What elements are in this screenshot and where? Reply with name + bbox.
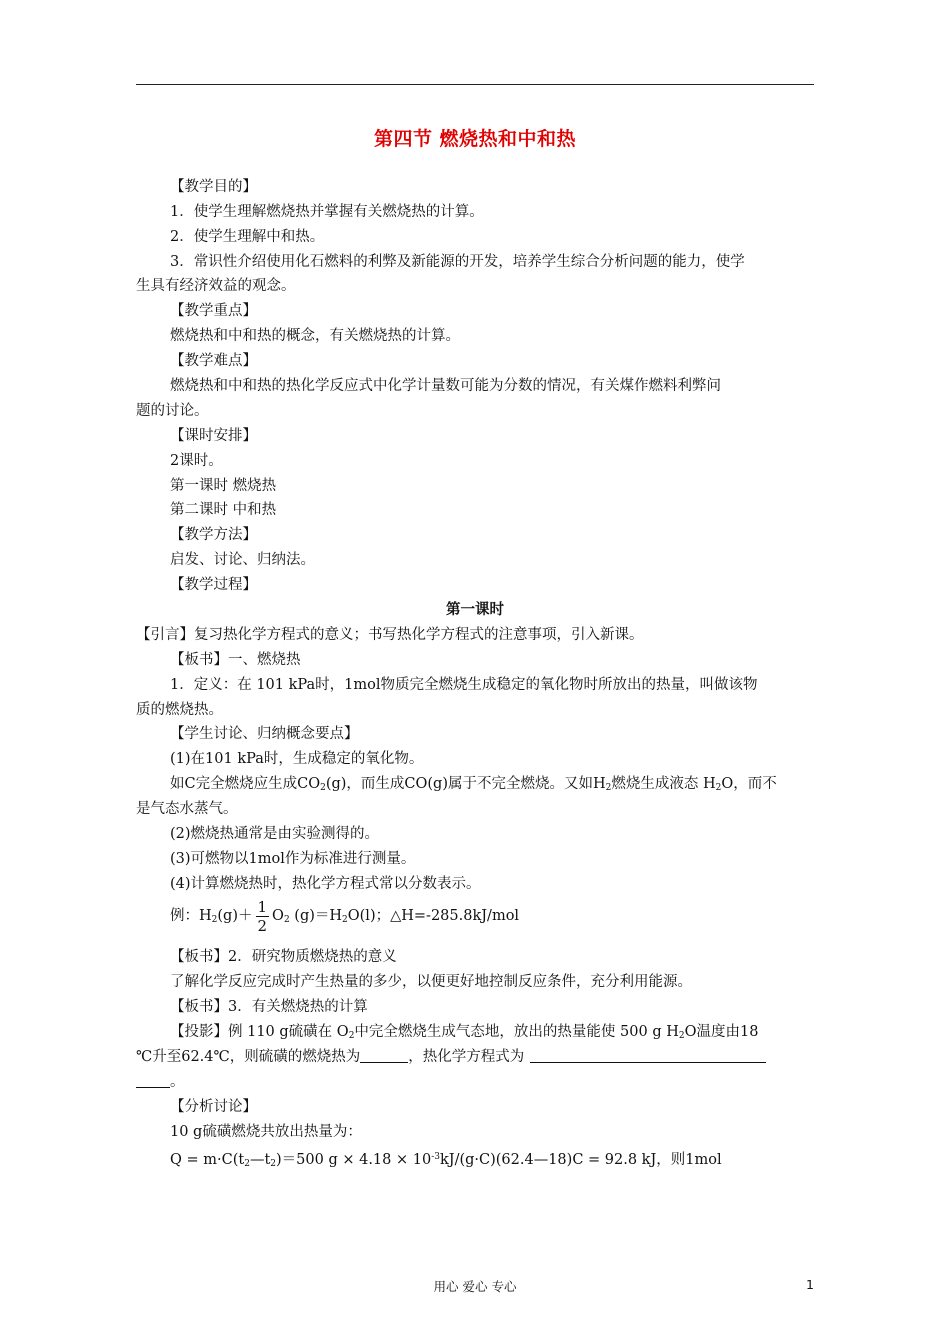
paragraph: 2．使学生理解中和热。 (170, 229, 325, 245)
paragraph: (3)可燃物以1mol作为标准进行测量。 (170, 851, 416, 867)
paragraph: 1．使学生理解燃烧热并掌握有关燃烧热的计算。 (170, 204, 484, 220)
paragraph: (2)燃烧热通常是由实验测得的。 (170, 826, 380, 842)
projection-problem: 【投影】例 110 g硫磺在 $O_2$中完全燃烧生成气态地，放出的热量能使 500 g $H_2O$温度由18 (170, 1024, 759, 1041)
answer-blank[interactable] (530, 1048, 766, 1063)
paragraph: 【板书】2．研究物质燃烧热的意义 (170, 949, 397, 965)
heading-key-points: 【教学重点】 (170, 303, 257, 319)
projection-problem-end: 。 (136, 1072, 185, 1092)
section-title: 第一课时 (446, 601, 504, 618)
heading-analysis: 【分析讨论】 (170, 1099, 257, 1115)
paragraph: 题的讨论。 (136, 403, 209, 419)
paragraph: 第一课时 燃烧热 (170, 478, 277, 494)
paragraph: 3．常识性介绍使用化石燃料的利弊及新能源的开发，培养学生综合分析问题的能力，使学 (170, 254, 745, 270)
paragraph: 【引言】复习热化学方程式的意义；书写热化学方程式的注意事项，引入新课。 (136, 627, 644, 643)
fraction: $\frac{1}{2}$ (257, 897, 268, 935)
example-equation: 例：$H_2(g)+$ $\frac{1}{2}$ $O_2$ $(g)=H_2O(l)$；△H=-285.8kJ/mol (170, 897, 520, 935)
paragraph: 启发、讨论、归纳法。 (170, 552, 315, 568)
paragraph: 第二课时 中和热 (170, 502, 277, 518)
paragraph: 10 g硫磺燃烧共放出热量为： (170, 1124, 362, 1140)
paragraph: 【板书】一、燃烧热 (170, 652, 301, 668)
answer-blank[interactable] (360, 1048, 408, 1063)
heading-schedule: 【课时安排】 (170, 428, 257, 444)
heading-objectives: 【教学目的】 (170, 179, 257, 195)
paragraph: 如C完全燃烧应生成$CO_2(g)$，而生成CO(g)属于不完全燃烧。又如$H_2$燃烧生成液态 $H_2O$，而不 (170, 776, 777, 793)
heading-discussion: 【学生讨论、归纳概念要点】 (170, 726, 359, 742)
paragraph: 【板书】3．有关燃烧热的计算 (170, 999, 368, 1015)
footer-slogan: 用心 爱心 专心 (433, 1279, 517, 1294)
header-rule (136, 84, 814, 85)
paragraph: 燃烧热和中和热的热化学反应式中化学计量数可能为分数的情况，有关煤作燃料利弊问 (170, 378, 721, 394)
page-title: 第四节 燃烧热和中和热 (373, 128, 577, 150)
heading-difficulties: 【教学难点】 (170, 353, 257, 369)
formula: $Q = m\cdot C(t_2—t_2)=500$ $g \times 4.18 \times 10^{-3}kJ/(g\cdot C)(62.4—18)C = 92.8$ kJ，则1mol (170, 1152, 722, 1169)
paragraph: (4)计算燃烧热时，热化学方程式常以分数表示。 (170, 876, 481, 892)
paragraph: 2课时。 (170, 453, 223, 469)
heading-methods: 【教学方法】 (170, 527, 257, 543)
paragraph: (1)在101 kPa时，生成稳定的氧化物。 (170, 751, 424, 767)
projection-problem-cont: ℃升至62.4℃，则硫磺的燃烧热为 ，热化学方程式为 (136, 1047, 766, 1067)
paragraph: 1．定义：在 101 kPa时，1mol物质完全燃烧生成稳定的氧化物时所放出的热量，叫做该物 (170, 677, 758, 693)
heading-process: 【教学过程】 (170, 577, 257, 593)
paragraph: 是气态水蒸气。 (136, 801, 238, 817)
paragraph: 质的燃烧热。 (136, 702, 223, 718)
page-number: 1 (806, 1277, 814, 1292)
paragraph: 生具有经济效益的观念。 (136, 278, 296, 294)
paragraph: 燃烧热和中和热的概念，有关燃烧热的计算。 (170, 328, 460, 344)
paragraph: 了解化学反应完成时产生热量的多少，以便更好地控制反应条件，充分利用能源。 (170, 974, 692, 990)
answer-blank[interactable] (136, 1073, 170, 1088)
